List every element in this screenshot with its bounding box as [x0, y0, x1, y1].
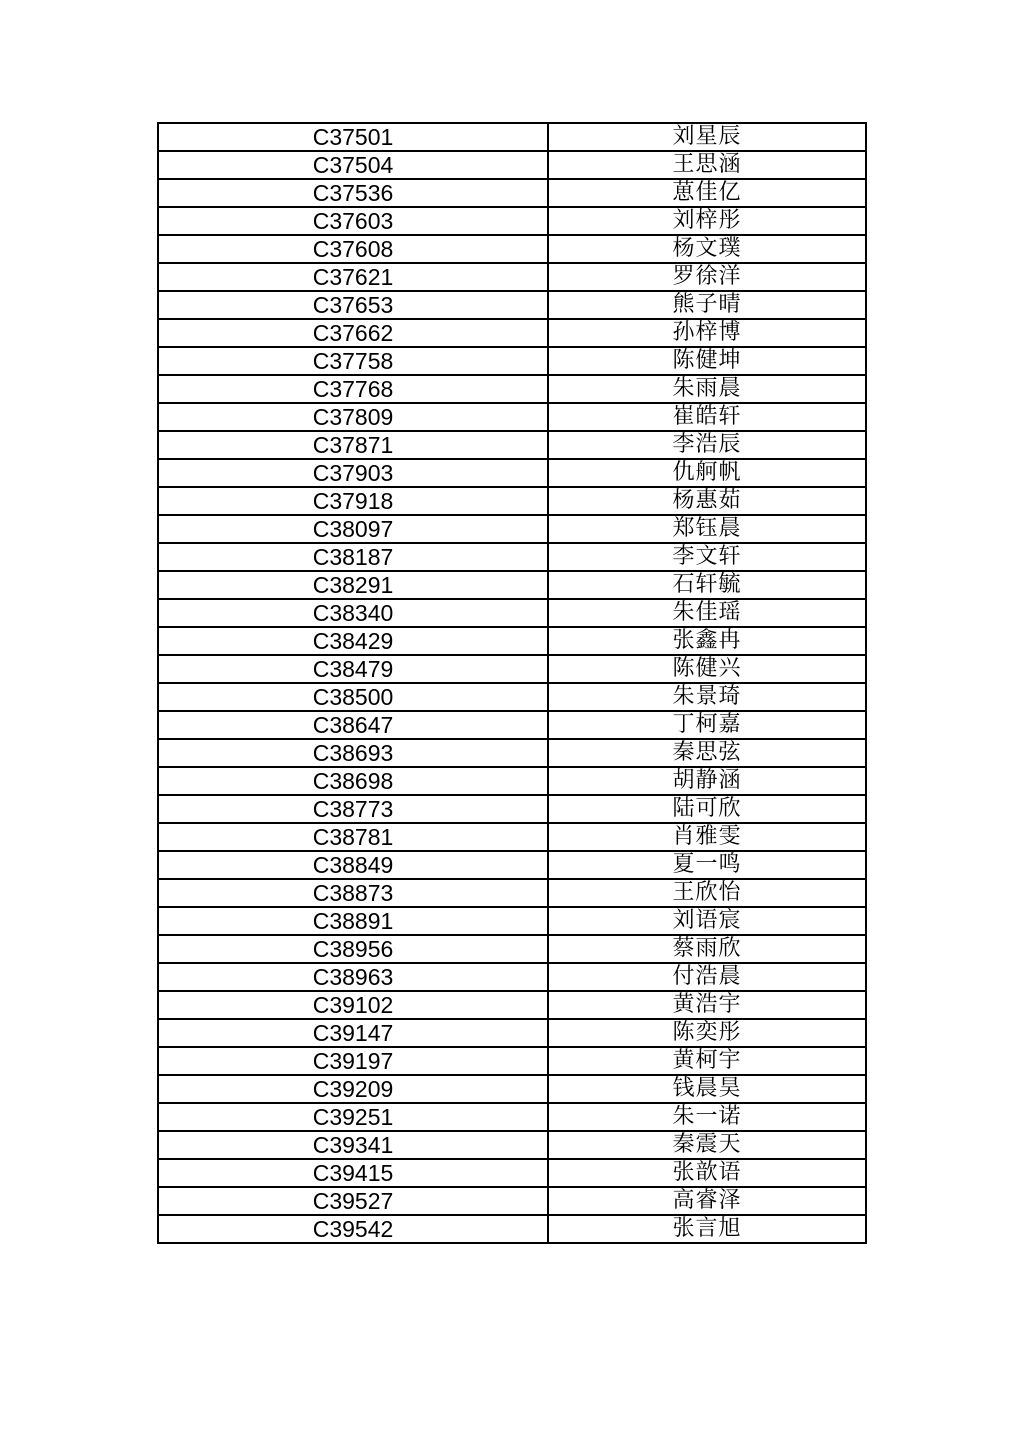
student-name-cell: 蔡雨欣 [548, 935, 866, 963]
table-row [158, 599, 866, 627]
student-name-cell: 陈健兴 [548, 655, 866, 683]
student-name-cell: 石轩毓 [548, 571, 866, 599]
student-id-cell: C39209 [158, 1075, 548, 1103]
table-row [158, 459, 866, 487]
student-name-cell: 刘梓彤 [548, 207, 866, 235]
student-name-cell: 黄柯宇 [548, 1047, 866, 1075]
student-id-cell: C38956 [158, 935, 548, 963]
table-row [158, 935, 866, 963]
roster-table-body [158, 123, 866, 1243]
table-row [158, 739, 866, 767]
table-row [158, 879, 866, 907]
student-id-cell: C38849 [158, 851, 548, 879]
student-id-cell: C37903 [158, 459, 548, 487]
roster-table [157, 122, 867, 1244]
table-row [158, 683, 866, 711]
student-id-cell: C38340 [158, 599, 548, 627]
student-name-cell: 杨惠茹 [548, 487, 866, 515]
student-name-cell: 杨文璞 [548, 235, 866, 263]
table-row [158, 375, 866, 403]
student-name-cell: 熊子晴 [548, 291, 866, 319]
student-id-cell: C37809 [158, 403, 548, 431]
student-id-cell: C39197 [158, 1047, 548, 1075]
student-name-cell: 郑钰晨 [548, 515, 866, 543]
student-id-cell: C38693 [158, 739, 548, 767]
student-id-cell: C37608 [158, 235, 548, 263]
table-row [158, 963, 866, 991]
student-id-cell: C38479 [158, 655, 548, 683]
student-id-cell: C37871 [158, 431, 548, 459]
student-id-cell: C39251 [158, 1103, 548, 1131]
student-name-cell: 刘语宸 [548, 907, 866, 935]
student-id-cell: C39542 [158, 1215, 548, 1243]
student-id-cell: C38963 [158, 963, 548, 991]
student-id-cell: C37504 [158, 151, 548, 179]
student-id-cell: C37536 [158, 179, 548, 207]
student-name-cell: 付浩晨 [548, 963, 866, 991]
student-name-cell: 李文轩 [548, 543, 866, 571]
table-row [158, 1103, 866, 1131]
student-id-cell: C39102 [158, 991, 548, 1019]
roster-sheet [157, 122, 865, 1244]
table-row [158, 627, 866, 655]
student-id-cell: C38698 [158, 767, 548, 795]
student-name-cell: 王思涵 [548, 151, 866, 179]
table-row [158, 319, 866, 347]
student-id-cell: C39147 [158, 1019, 548, 1047]
student-name-cell: 秦震天 [548, 1131, 866, 1159]
student-name-cell: 胡静涵 [548, 767, 866, 795]
student-name-cell: 仇舸帆 [548, 459, 866, 487]
table-row [158, 823, 866, 851]
student-name-cell: 朱雨晨 [548, 375, 866, 403]
student-name-cell: 黄浩宇 [548, 991, 866, 1019]
student-id-cell: C38187 [158, 543, 548, 571]
table-row [158, 851, 866, 879]
table-row [158, 431, 866, 459]
student-id-cell: C38429 [158, 627, 548, 655]
student-name-cell: 秦思弦 [548, 739, 866, 767]
student-id-cell: C38097 [158, 515, 548, 543]
student-id-cell: C39527 [158, 1187, 548, 1215]
table-row [158, 1215, 866, 1243]
student-id-cell: C37501 [158, 123, 548, 151]
student-id-cell: C37621 [158, 263, 548, 291]
student-id-cell: C38773 [158, 795, 548, 823]
student-name-cell: 崔皓轩 [548, 403, 866, 431]
student-name-cell: 肖雅雯 [548, 823, 866, 851]
table-row [158, 235, 866, 263]
table-row [158, 1187, 866, 1215]
table-row [158, 123, 866, 151]
student-name-cell: 丁柯嘉 [548, 711, 866, 739]
student-id-cell: C38647 [158, 711, 548, 739]
student-name-cell: 高睿泽 [548, 1187, 866, 1215]
student-name-cell: 张言旭 [548, 1215, 866, 1243]
student-name-cell: 李浩辰 [548, 431, 866, 459]
table-row [158, 403, 866, 431]
table-row [158, 543, 866, 571]
table-row [158, 151, 866, 179]
student-id-cell: C37768 [158, 375, 548, 403]
table-row [158, 291, 866, 319]
table-row [158, 1019, 866, 1047]
student-name-cell: 葸佳亿 [548, 179, 866, 207]
student-id-cell: C37653 [158, 291, 548, 319]
student-name-cell: 孙梓博 [548, 319, 866, 347]
table-row [158, 207, 866, 235]
student-name-cell: 陆可欣 [548, 795, 866, 823]
table-row [158, 571, 866, 599]
student-id-cell: C38891 [158, 907, 548, 935]
table-row [158, 711, 866, 739]
student-name-cell: 陈奕彤 [548, 1019, 866, 1047]
table-row [158, 991, 866, 1019]
table-row [158, 263, 866, 291]
table-row [158, 767, 866, 795]
student-name-cell: 张鑫冉 [548, 627, 866, 655]
table-row [158, 1047, 866, 1075]
student-id-cell: C37758 [158, 347, 548, 375]
student-name-cell: 张歆语 [548, 1159, 866, 1187]
student-name-cell: 朱景琦 [548, 683, 866, 711]
student-name-cell: 罗徐洋 [548, 263, 866, 291]
student-name-cell: 王欣怡 [548, 879, 866, 907]
student-id-cell: C38291 [158, 571, 548, 599]
student-name-cell: 刘星辰 [548, 123, 866, 151]
student-id-cell: C37662 [158, 319, 548, 347]
table-row [158, 907, 866, 935]
student-id-cell: C37603 [158, 207, 548, 235]
table-row [158, 487, 866, 515]
table-row [158, 179, 866, 207]
table-row [158, 515, 866, 543]
student-name-cell: 朱佳瑶 [548, 599, 866, 627]
student-id-cell: C38873 [158, 879, 548, 907]
student-name-cell: 钱晨昊 [548, 1075, 866, 1103]
table-row [158, 655, 866, 683]
table-row [158, 1075, 866, 1103]
student-id-cell: C37918 [158, 487, 548, 515]
table-row [158, 347, 866, 375]
student-id-cell: C39415 [158, 1159, 548, 1187]
student-id-cell: C38781 [158, 823, 548, 851]
student-name-cell: 朱一诺 [548, 1103, 866, 1131]
student-name-cell: 夏一鸣 [548, 851, 866, 879]
student-name-cell: 陈健坤 [548, 347, 866, 375]
student-id-cell: C39341 [158, 1131, 548, 1159]
student-id-cell: C38500 [158, 683, 548, 711]
table-row [158, 1159, 866, 1187]
table-row [158, 795, 866, 823]
table-row [158, 1131, 866, 1159]
